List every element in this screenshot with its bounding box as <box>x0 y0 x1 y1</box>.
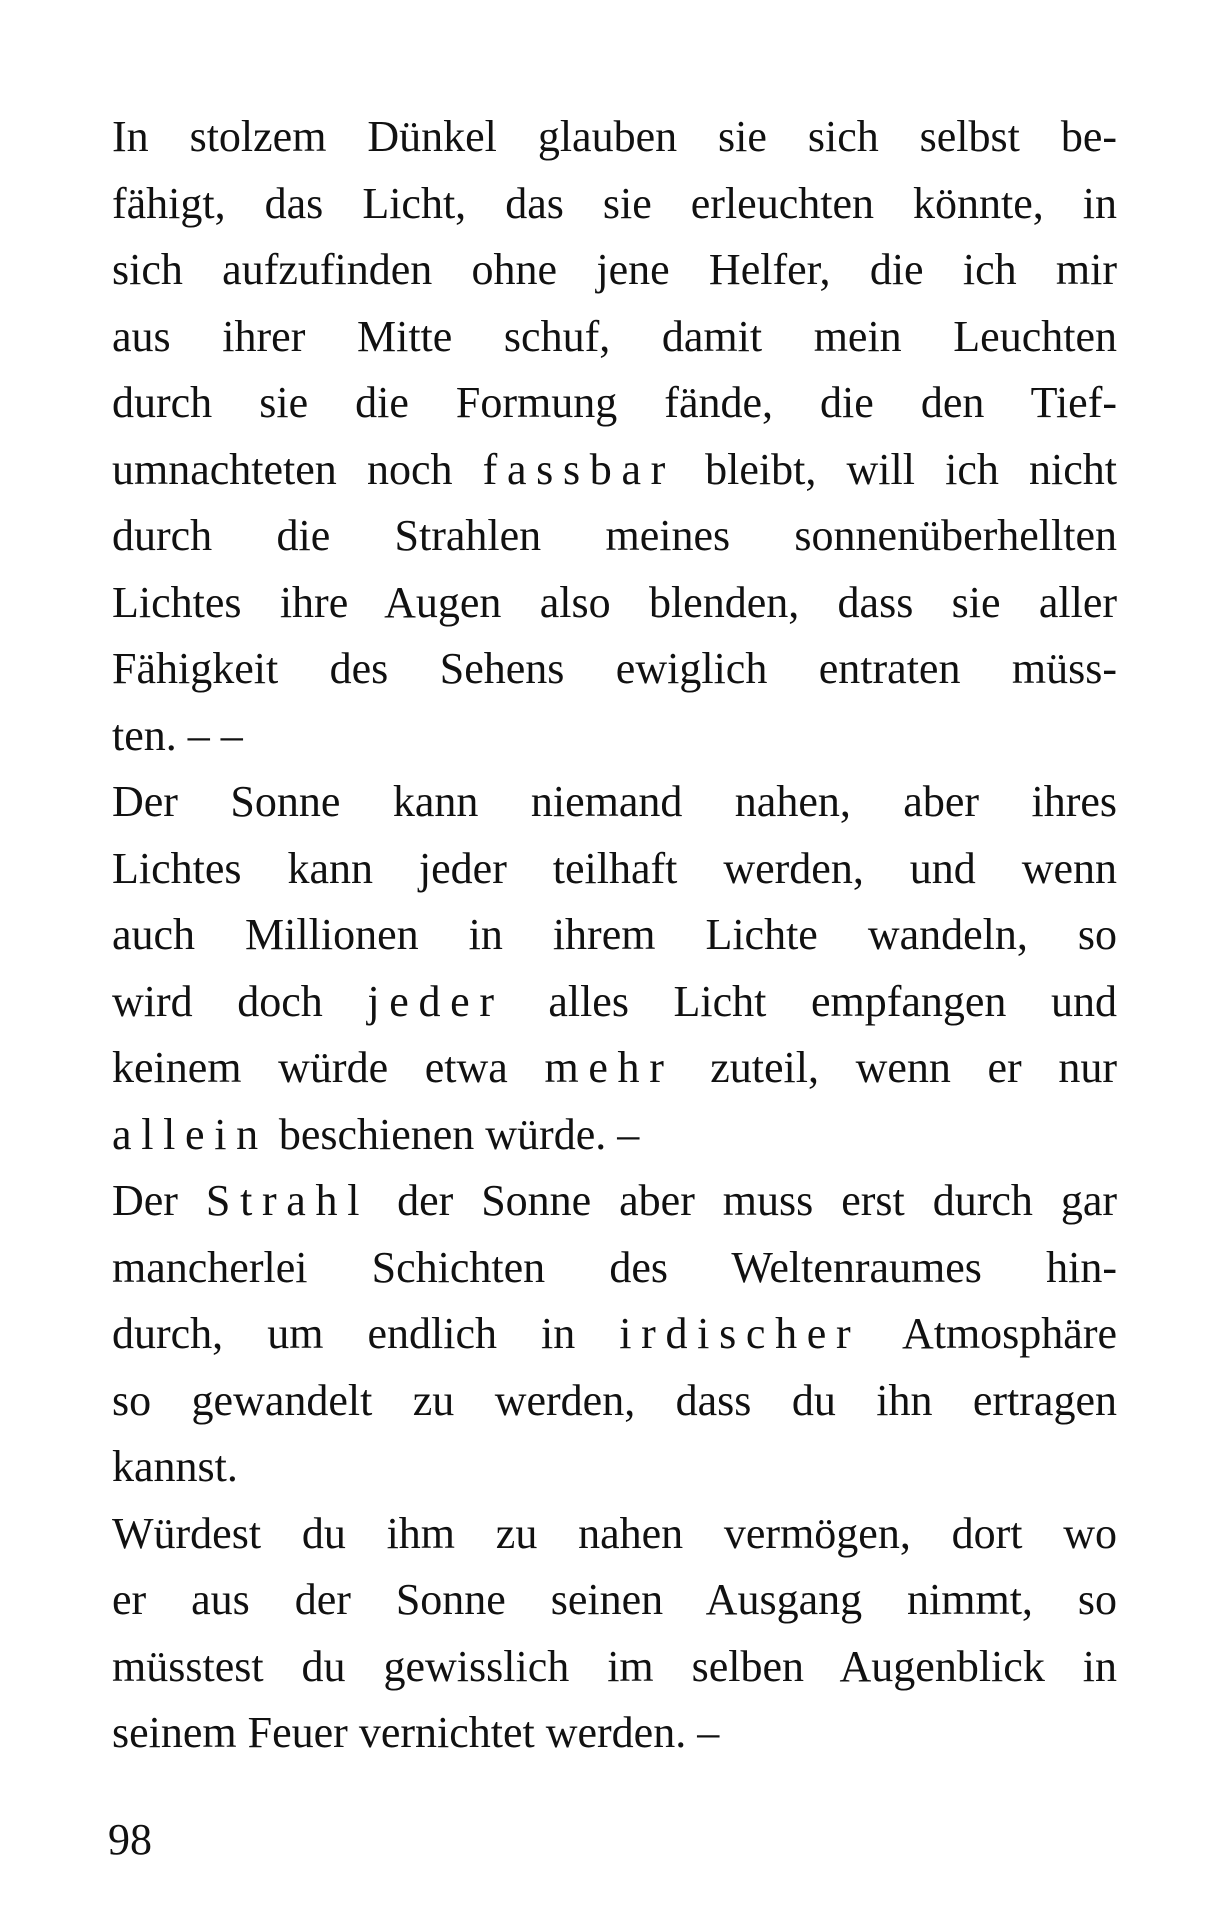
text-line: sich aufzufinden ohne jene Helfer, die ich mir <box>112 245 1117 294</box>
text-line: so gewandelt zu werden, dass du ihn ertragen <box>112 1375 1117 1425</box>
text-span: Atmosphäre <box>901 1309 1117 1358</box>
text-line: Fähigkeit des Sehens ewiglich entraten müss- <box>112 644 1117 693</box>
text-line: durch die Strahlen meines sonnenüberhellten <box>112 511 1117 560</box>
page-number: 98 <box>108 1815 152 1864</box>
text-line: kannst. <box>112 1442 238 1491</box>
text-line: auch Millionen in ihrem Lichte wandeln, so <box>112 910 1117 959</box>
text-line <box>112 1168 1117 1235</box>
text-span: alles Licht empfangen und <box>548 976 1118 1026</box>
emphasized-word: fassbar <box>482 444 676 494</box>
text-span: umnachteten noch <box>112 444 453 494</box>
text-line: durch sie die Formung fände, die den Tief- <box>112 378 1117 427</box>
text-line: ten. – – <box>112 710 243 760</box>
text-line: Würdest du ihm zu nahen vermögen, dort wo <box>112 1508 1117 1558</box>
emphasized-word: Strahl <box>205 1176 370 1225</box>
emphasized-word: irdischer <box>619 1309 861 1358</box>
text-span: wird doch <box>112 976 323 1026</box>
text-span: zuteil, wenn er nur <box>710 1043 1117 1092</box>
text-line: aus ihrer Mitte schuf, damit mein Leuchten <box>112 311 1117 361</box>
emphasized-word: jeder <box>367 976 504 1026</box>
text-line <box>112 1035 1117 1102</box>
text-line: Der Sonne kann niemand nahen, aber ihres <box>112 777 1117 826</box>
text-line: In stolzem Dünkel glauben sie sich selbst be- <box>112 112 1117 161</box>
text-line: mancherlei Schichten des Weltenraumes hin- <box>112 1242 1117 1292</box>
emphasized-word: allein <box>112 1109 268 1159</box>
text-span: bleibt, will ich nicht <box>705 444 1118 494</box>
body-text <box>112 104 1117 1767</box>
text-line: Lichtes ihre Augen also blenden, dass sie aller <box>112 577 1117 627</box>
text-line <box>112 437 1117 504</box>
text-span: keinem würde etwa <box>112 1043 508 1092</box>
text-line: müsstest du gewisslich im selben Augenblick in <box>112 1641 1117 1691</box>
text-line: er aus der Sonne seinen Ausgang nimmt, so <box>112 1575 1117 1624</box>
text-line <box>112 969 1117 1036</box>
text-line <box>112 1301 1117 1368</box>
text-line: fähigt, das Licht, das sie erleuchten könnte, in <box>112 178 1117 228</box>
emphasized-word: mehr <box>544 1043 674 1092</box>
text-span: der Sonne aber muss erst durch gar <box>397 1176 1118 1225</box>
text-span: beschienen würde. – <box>278 1109 640 1159</box>
text-line: Lichtes kann jeder teilhaft werden, und wenn <box>112 843 1117 893</box>
text-line: seinem Feuer vernichtet werden. – <box>112 1708 720 1757</box>
text-span: Der <box>112 1176 178 1225</box>
text-span: durch, um endlich in <box>112 1309 576 1358</box>
text-line <box>112 1102 1117 1169</box>
